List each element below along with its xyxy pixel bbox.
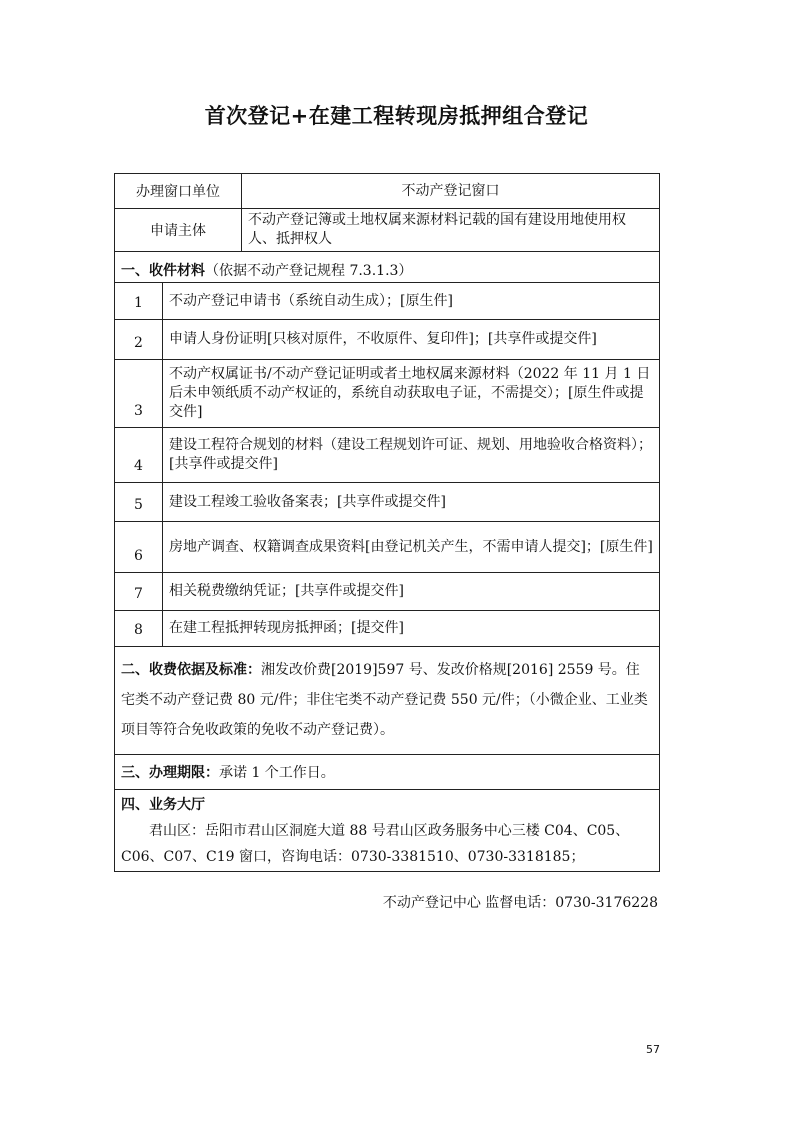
material-row: [115, 428, 659, 483]
unit-value: 不动产登记窗口: [401, 182, 500, 199]
supervision-footer: 不动产登记中心 监督电话：0730-3176228: [382, 895, 658, 911]
subject-value: 不动产登记簿或土地权属来源材料记载的国有建设用地使用权人、抵押权人: [248, 212, 626, 247]
material-number: 1: [115, 283, 163, 319]
material-row: [115, 320, 659, 360]
fee-heading: 二、收费依据及标准：: [121, 662, 261, 678]
hall-section: [115, 790, 659, 871]
material-number: 2: [115, 320, 163, 359]
fee-section: [115, 647, 659, 754]
page-title: 首次登记+在建工程转现房抵押组合登记: [204, 104, 589, 128]
subject-label: 申请主体: [115, 209, 242, 251]
material-row: [115, 611, 659, 647]
material-number: 6: [115, 522, 163, 572]
materials-heading-bold: 一、收件材料: [121, 263, 205, 279]
period-heading: 三、办理期限：: [121, 765, 219, 781]
period-text: 承诺 1 个工作日。: [219, 765, 335, 781]
material-text: 建设工程符合规划的材料（建设工程规划许可证、规划、用地验收合格资料）；[共享件或提交件]: [169, 437, 652, 472]
page-number: 57: [646, 1043, 660, 1056]
hall-row: [115, 790, 659, 871]
period-row: [115, 755, 659, 790]
hall-heading: 四、业务大厅: [121, 797, 205, 813]
material-text: 申请人身份证明[只核对原件，不收原件、复印件]；[共享件或提交件]: [169, 331, 597, 347]
material-number: 3: [115, 360, 163, 427]
materials-heading-row: [115, 252, 659, 283]
materials-heading-note: （依据不动产登记规程 7.3.1.3）: [205, 263, 413, 279]
material-text: 相关税费缴纳凭证；[共享件或提交件]: [169, 583, 404, 599]
material-row: [115, 573, 659, 611]
materials-heading: [115, 252, 418, 282]
material-text: 在建工程抵押转现房抵押函；[提交件]: [169, 620, 404, 636]
material-text: 房地产调查、权籍调查成果资料[由登记机关产生，不需申请人提交]；[原生件]: [169, 538, 653, 555]
material-number: 5: [115, 483, 163, 521]
period-section: [115, 755, 341, 789]
material-number: 7: [115, 573, 163, 610]
material-number: 4: [115, 428, 163, 482]
fee-row: [115, 647, 659, 755]
info-table: [114, 173, 660, 872]
material-row: [115, 522, 659, 573]
material-row: [115, 483, 659, 522]
material-row: [115, 360, 659, 428]
unit-label: 办理窗口单位: [115, 174, 242, 208]
unit-row: [115, 174, 659, 209]
material-text: 不动产登记申请书（系统自动生成）；[原生件]: [169, 292, 453, 309]
material-row: [115, 283, 659, 320]
material-text: 不动产权属证书/不动产登记证明或者土地权属来源材料（2022 年 11 月 1 日后未申领纸质不动产权证的，系统自动获取电子证，不需提交）；[原生件或提交件]: [169, 366, 651, 420]
material-text: 建设工程竣工验收备案表；[共享件或提交件]: [169, 493, 446, 510]
material-number: 8: [115, 611, 163, 646]
hall-address: 君山区：岳阳市君山区洞庭大道 88 号君山区政务服务中心三楼 C04、C05、C06、C07、C19 窗口，咨询电话：0730-3381510、0730-3318185；: [121, 823, 630, 865]
fee-text: 湘发改价费[2019]597 号、发改价格规[2016] 2559 号。住宅类不动产登记费 80 元/件；非住宅类不动产登记费 550 元/件；（小微企业、工业类项目等符合免收政策的免收不动产登记费）。: [121, 662, 648, 738]
subject-row: [115, 209, 659, 252]
